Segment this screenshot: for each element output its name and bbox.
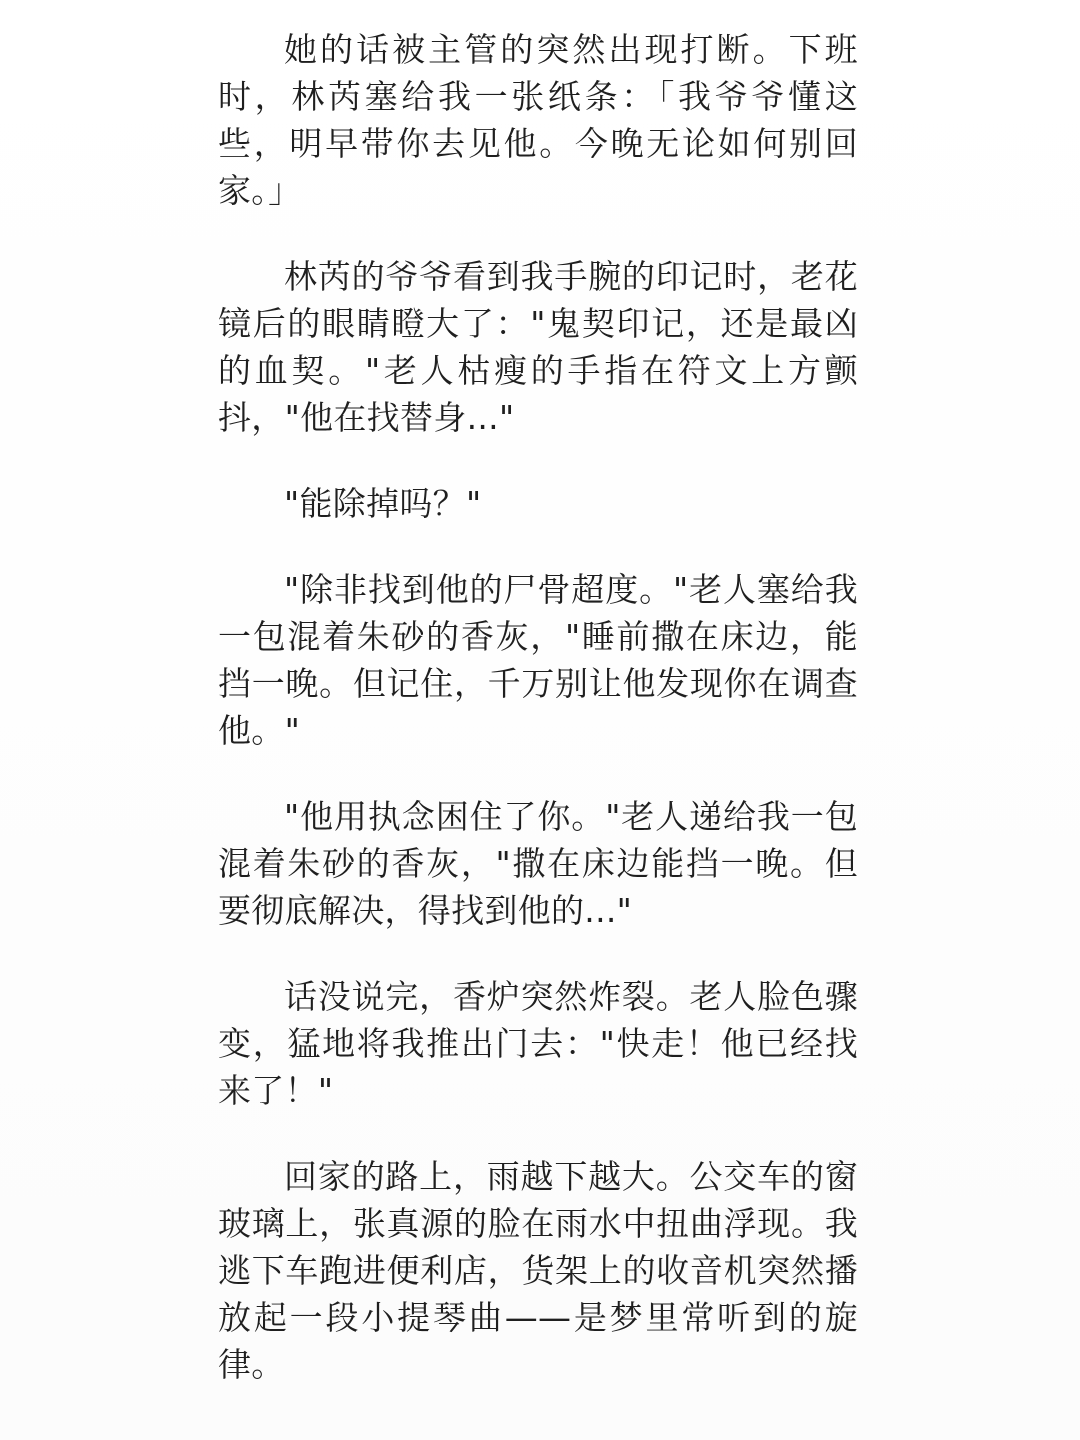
paragraph-gap bbox=[218, 934, 858, 973]
paragraph-gap bbox=[218, 214, 858, 253]
paragraph-gap bbox=[218, 754, 858, 793]
paragraph: 她的话被主管的突然出现打断。下班时，林芮塞给我一张纸条：「我爷爷懂这些，明早带你去见他。今晚无论如何别回家。」 bbox=[218, 30, 858, 210]
paragraph-gap bbox=[218, 441, 858, 480]
article-body bbox=[218, 26, 858, 1388]
paragraph: "除非找到他的尸骨超度。"老人塞给我一包混着朱砂的香灰，"睡前撒在床边，能挡一晚。但记住，千万别让他发现你在调查他。" bbox=[218, 570, 858, 750]
paragraph: 回家的路上，雨越下越大。公交车的窗玻璃上，张真源的脸在雨水中扭曲浮现。我逃下车跑进便利店，货架上的收音机突然播放起一段小提琴曲——是梦里常听到的旋律。 bbox=[218, 1157, 858, 1384]
paragraph: 话没说完，香炉突然炸裂。老人脸色骤变，猛地将我推出门去："快走！他已经找来了！" bbox=[218, 977, 858, 1110]
paragraph: "他用执念困住了你。"老人递给我一包混着朱砂的香灰，"撒在床边能挡一晚。但要彻底解决，得找到他的..." bbox=[218, 797, 858, 930]
paragraph: "能除掉吗？" bbox=[284, 484, 482, 523]
paragraph: 林芮的爷爷看到我手腕的印记时，老花镜后的眼睛瞪大了："鬼契印记，还是最凶的血契。"老人枯瘦的手指在符文上方颤抖，"他在找替身..." bbox=[218, 257, 858, 437]
paragraph-gap bbox=[218, 527, 858, 566]
paragraph-gap bbox=[218, 1114, 858, 1153]
